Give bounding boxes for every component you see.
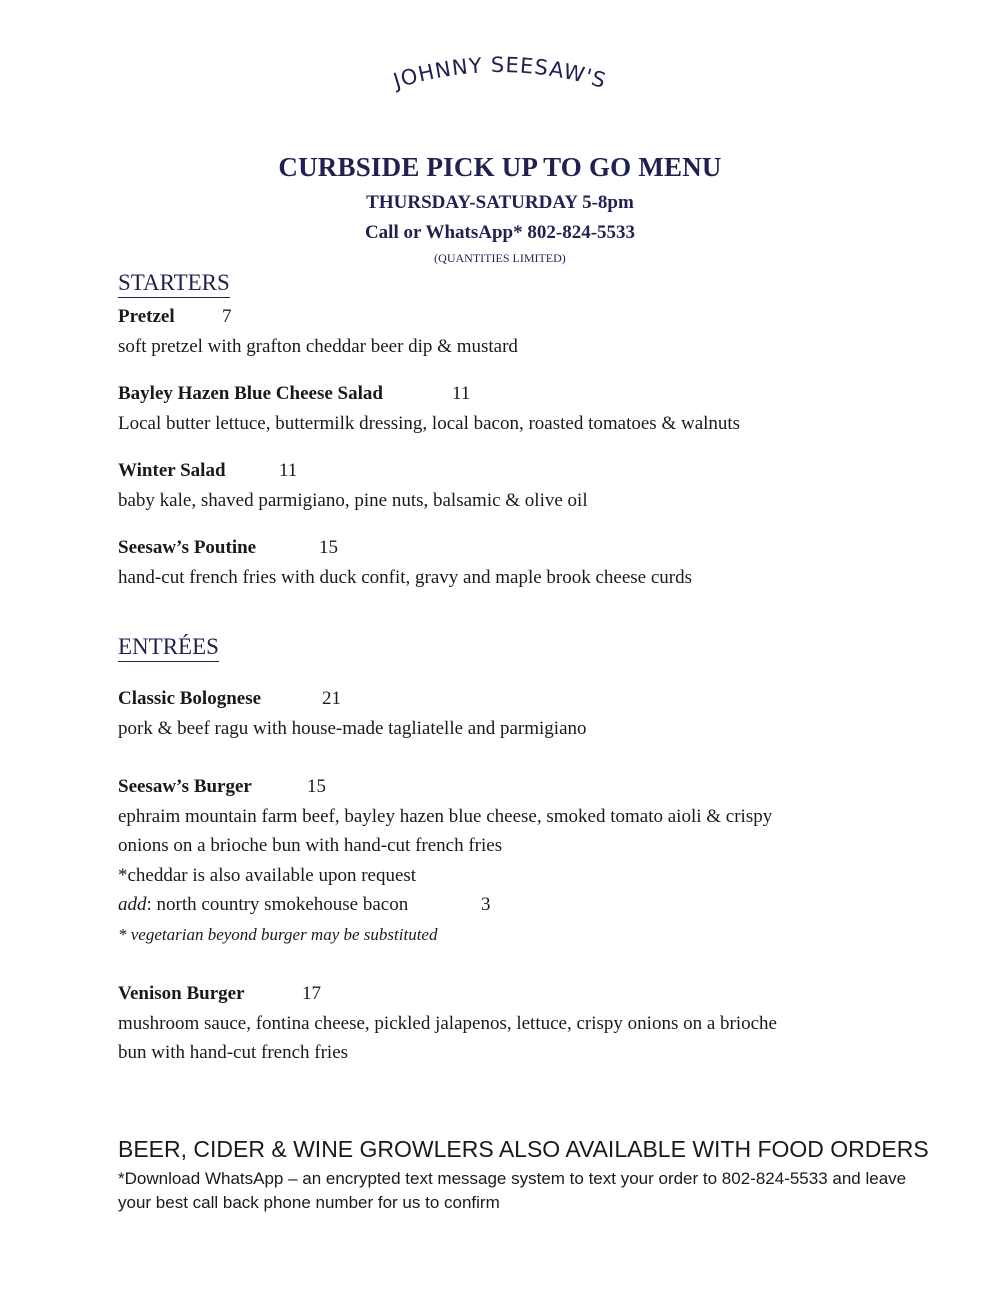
- item-name: Venison Burger: [118, 983, 245, 1004]
- contact-text: Call or WhatsApp* 802-824-5533: [364, 222, 636, 243]
- item-price: 7: [222, 306, 232, 327]
- add-option-price: 3: [481, 894, 491, 915]
- add-bacon-option: [118, 890, 898, 920]
- item-price: 11: [279, 460, 298, 481]
- menu-item-blue-cheese-salad: [118, 379, 898, 438]
- item-price: 15: [307, 776, 326, 797]
- item-description: Local butter lettuce, buttermilk dressing, local bacon, roasted tomatoes & walnuts: [118, 412, 741, 434]
- item-description: pork & beef ragu with house-made tagliatelle and parmigiano: [118, 717, 587, 739]
- logo-text: JOHNNY SEESAW'S: [390, 52, 610, 94]
- item-price: 21: [322, 688, 341, 709]
- johnny-seesaws-logo: [290, 45, 710, 135]
- entrees-heading: ENTRÉES: [118, 634, 219, 662]
- add-label: add: [118, 894, 147, 915]
- item-description-line-2: bun with hand-cut french fries: [118, 1042, 349, 1063]
- item-description-line-1: mushroom sauce, fontina cheese, pickled jalapenos, lettuce, crispy onions on a brioche: [118, 1012, 777, 1034]
- item-description-line-1: ephraim mountain farm beef, bayley hazen blue cheese, smoked tomato aioli & crispy: [118, 805, 773, 827]
- cheddar-note: *cheddar is also available upon request: [118, 864, 417, 886]
- item-description: soft pretzel with grafton cheddar beer dip & mustard: [118, 335, 518, 357]
- item-name: Pretzel: [118, 306, 175, 327]
- item-price: 17: [302, 983, 321, 1004]
- item-name: Winter Salad: [118, 460, 226, 481]
- menu-title: CURBSIDE PICK UP TO GO MENU: [278, 152, 722, 182]
- item-name: Classic Bolognese: [118, 688, 262, 709]
- item-price: 15: [319, 537, 338, 558]
- hours-text: THURSDAY-SATURDAY 5-8pm: [366, 192, 634, 213]
- menu-item-winter-salad: [118, 456, 898, 515]
- starters-heading: STARTERS: [118, 270, 230, 298]
- item-description: hand-cut french fries with duck confit, gravy and maple brook cheese curds: [118, 566, 693, 588]
- item-name: Seesaw’s Poutine: [118, 537, 257, 558]
- menu-item-venison-burger: [118, 979, 898, 1068]
- item-name: Bayley Hazen Blue Cheese Salad: [118, 383, 383, 404]
- add-option-text: : north country smokehouse bacon: [146, 894, 409, 915]
- item-description: baby kale, shaved parmigiano, pine nuts, balsamic & olive oil: [118, 489, 588, 511]
- vegetarian-note: * vegetarian beyond burger may be substituted: [118, 924, 438, 944]
- growlers-notice: BEER, CIDER & WINE GROWLERS ALSO AVAILABLE WITH FOOD ORDERS: [118, 1136, 929, 1162]
- menu-item-pretzel: [118, 302, 898, 361]
- menu-item-poutine: [118, 533, 898, 592]
- menu-item-bolognese: [118, 684, 898, 743]
- whatsapp-instructions: *Download WhatsApp – an encrypted text message system to text your order to 802-824-5533 and leave your best call back phone number for us to confirm: [118, 1169, 907, 1212]
- item-description-line-2: onions on a brioche bun with hand-cut french fries: [118, 835, 503, 856]
- menu-item-seesaws-burger: [118, 772, 898, 949]
- quantities-limited-note: (QUANTITIES LIMITED): [434, 251, 566, 265]
- item-name: Seesaw’s Burger: [118, 776, 252, 797]
- item-price: 11: [452, 383, 471, 404]
